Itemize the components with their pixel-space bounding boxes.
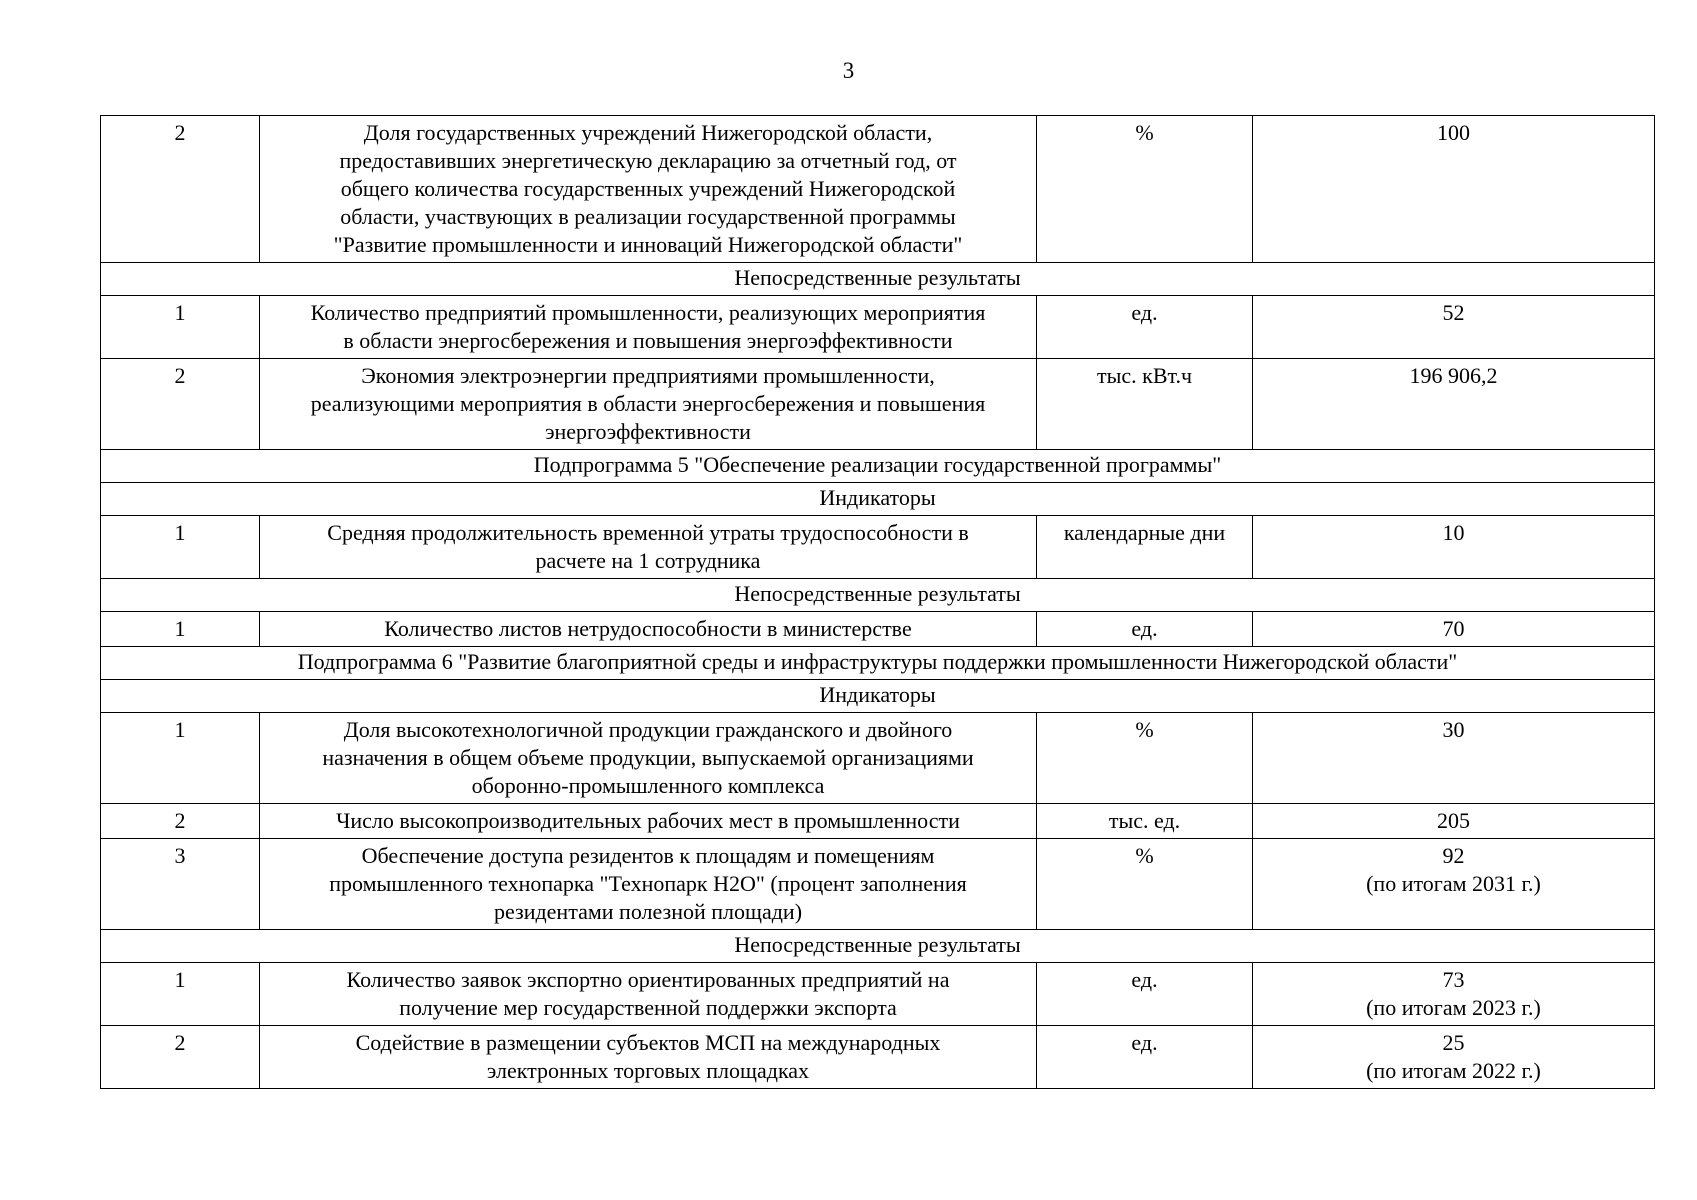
unit-of-measure: ед.: [1037, 612, 1253, 647]
row-number: 1: [101, 612, 260, 647]
indicator-value: 196 906,2: [1253, 359, 1655, 450]
indicator-value: 25 (по итогам 2022 г.): [1253, 1026, 1655, 1089]
section-title: Индикаторы: [101, 680, 1655, 713]
unit-of-measure: %: [1037, 116, 1253, 263]
unit-of-measure: тыс. кВт.ч: [1037, 359, 1253, 450]
unit-of-measure: ед.: [1037, 1026, 1253, 1089]
indicator-name: Число высокопроизводительных рабочих мест в промышленности: [260, 804, 1037, 839]
indicator-value: 92 (по итогам 2031 г.): [1253, 839, 1655, 930]
table-row: [101, 116, 1655, 263]
unit-of-measure: ед.: [1037, 963, 1253, 1026]
table-row: [101, 612, 1655, 647]
section-title: Непосредственные результаты: [101, 263, 1655, 296]
table-row: [101, 516, 1655, 579]
table-row: [101, 963, 1655, 1026]
row-number: 2: [101, 804, 260, 839]
section-row: [101, 930, 1655, 963]
indicator-name: Обеспечение доступа резидентов к площадям и помещениям промышленного технопарка "Технопарк Н2О" (процент заполнения резидентами полезной площади): [260, 839, 1037, 930]
table-row: [101, 359, 1655, 450]
section-title: Непосредственные результаты: [101, 930, 1655, 963]
row-number: 1: [101, 963, 260, 1026]
indicator-value: 52: [1253, 296, 1655, 359]
unit-of-measure: тыс. ед.: [1037, 804, 1253, 839]
table-row: [101, 839, 1655, 930]
indicator-value: 73 (по итогам 2023 г.): [1253, 963, 1655, 1026]
table-row: [101, 713, 1655, 804]
row-number: 1: [101, 713, 260, 804]
indicator-value: 70: [1253, 612, 1655, 647]
unit-of-measure: %: [1037, 839, 1253, 930]
page-number: 3: [842, 58, 855, 83]
section-row: [101, 680, 1655, 713]
indicator-name: Количество заявок экспортно ориентированных предприятий на получение мер государственной поддержки экспорта: [260, 963, 1037, 1026]
indicator-value: 205: [1253, 804, 1655, 839]
section-title: Индикаторы: [101, 483, 1655, 516]
indicator-name: Количество листов нетрудоспособности в министерстве: [260, 612, 1037, 647]
row-number: 1: [101, 516, 260, 579]
indicator-name: Доля высокотехнологичной продукции гражданского и двойного назначения в общем объеме продукции, выпускаемой организациями оборонно-промышленного комплекса: [260, 713, 1037, 804]
section-row: [101, 450, 1655, 483]
section-row: [101, 647, 1655, 680]
table-row: [101, 1026, 1655, 1089]
indicator-value: 30: [1253, 713, 1655, 804]
indicator-name: Средняя продолжительность временной утраты трудоспособности в расчете на 1 сотрудника: [260, 516, 1037, 579]
indicator-name: Содействие в размещении субъектов МСП на международных электронных торговых площадках: [260, 1026, 1037, 1089]
table-row: [101, 804, 1655, 839]
row-number: 3: [101, 839, 260, 930]
section-title: Непосредственные результаты: [101, 579, 1655, 612]
section-row: [101, 263, 1655, 296]
indicator-name: Количество предприятий промышленности, реализующих мероприятия в области энергосбережения и повышения энергоэффективности: [260, 296, 1037, 359]
subprogram-title: Подпрограмма 5 "Обеспечение реализации государственной программы": [101, 450, 1655, 483]
indicator-value: 10: [1253, 516, 1655, 579]
row-number: 2: [101, 359, 260, 450]
unit-of-measure: %: [1037, 713, 1253, 804]
indicator-value: 100: [1253, 116, 1655, 263]
subprogram-title: Подпрограмма 6 "Развитие благоприятной среды и инфраструктуры поддержки промышленности Нижегородской области": [101, 647, 1655, 680]
indicators-table: [100, 115, 1655, 1089]
row-number: 2: [101, 116, 260, 263]
indicator-name: Экономия электроэнергии предприятиями промышленности, реализующими мероприятия в области энергосбережения и повышения энергоэффективности: [260, 359, 1037, 450]
unit-of-measure: календарные дни: [1037, 516, 1253, 579]
row-number: 2: [101, 1026, 260, 1089]
section-row: [101, 483, 1655, 516]
section-row: [101, 579, 1655, 612]
table-body: [101, 116, 1655, 1089]
table-row: [101, 296, 1655, 359]
unit-of-measure: ед.: [1037, 296, 1253, 359]
indicator-name: Доля государственных учреждений Нижегородской области, предоставивших энергетическую декларацию за отчетный год, от общего количества государственных учреждений Нижегородской области, участвующих в реализации государственной программы "Развитие промышленности и инноваций Нижегородской области": [260, 116, 1037, 263]
row-number: 1: [101, 296, 260, 359]
